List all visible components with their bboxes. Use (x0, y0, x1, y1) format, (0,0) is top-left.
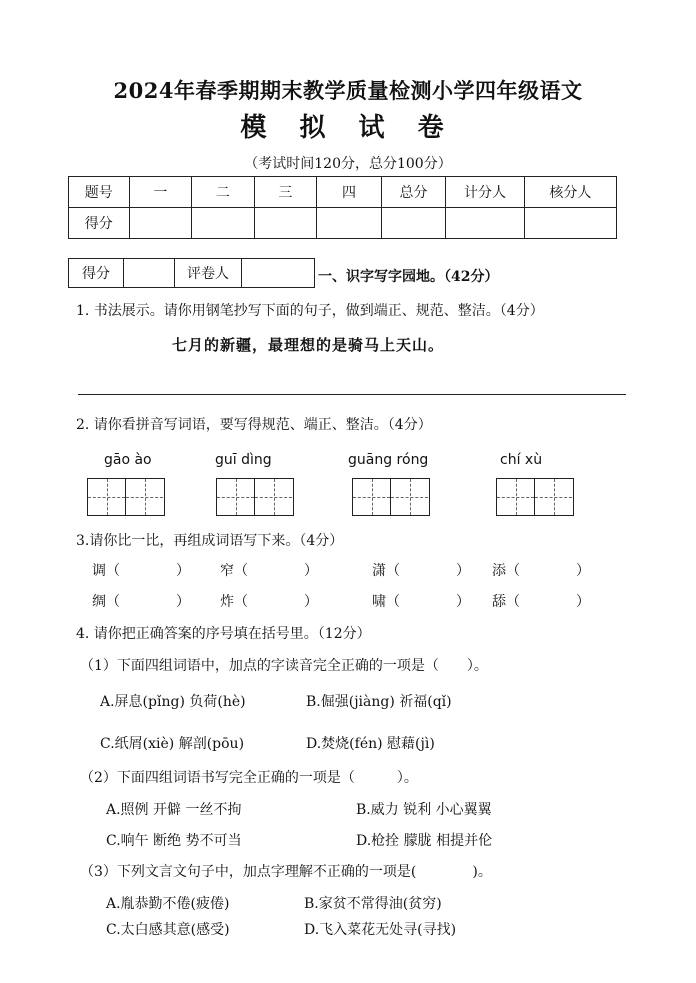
q4-3-option-c[interactable]: C.太白感其意(感受) (106, 922, 230, 938)
score-header-cell: 三 (254, 177, 317, 208)
q4-3-option-b[interactable]: B.家贫不常得油(贫穷) (304, 896, 442, 912)
q2-writing-grid-2[interactable] (216, 478, 294, 516)
q3-item[interactable]: 潇（ ） (372, 563, 470, 579)
score-header-cell: 二 (192, 177, 255, 208)
q4-1-option-b[interactable]: B.倔强(jiàng) 祈福(qǐ) (306, 694, 452, 710)
q4-1-text: （1）下面四组词语中，加点的字读音完全正确的一项是（ ）。 (80, 658, 488, 674)
q1-model-sentence: 七月的新疆，最理想的是骑马上天山。 (172, 336, 445, 354)
q3-item[interactable]: 添（ ） (492, 563, 590, 579)
q4-2-option-a[interactable]: A.照例 开僻 一丝不拘 (106, 802, 242, 818)
question-2-text: 2. 请你看拼音写词语，要写得规范、端正、整洁。（4分） (76, 417, 432, 433)
eval-grader-label: 评卷人 (175, 259, 242, 288)
score-input-cell[interactable] (381, 208, 446, 239)
score-table-score-row (69, 208, 617, 239)
evaluation-table (68, 258, 315, 288)
q3-item[interactable]: 舔（ ） (492, 594, 590, 610)
score-row-label: 得分 (69, 208, 130, 239)
q4-3-option-d[interactable]: D.飞入菜花无处寻(寻找) (304, 922, 457, 938)
eval-score-label: 得分 (69, 259, 124, 288)
q3-item[interactable]: 调（ ） (92, 563, 190, 579)
exam-info: （考试时间120分，总分100分） (244, 156, 452, 172)
score-input-cell[interactable] (129, 208, 192, 239)
score-table (68, 176, 617, 239)
score-header-cell: 一 (129, 177, 192, 208)
q4-2-option-d[interactable]: D.枪拴 朦胧 相提并伦 (356, 833, 493, 849)
question-1-text: 1. 书法展示。请你用钢笔抄写下面的句子，做到端正、规范、整洁。（4分） (76, 303, 544, 319)
score-header-cell: 总分 (381, 177, 446, 208)
score-input-cell[interactable] (317, 208, 382, 239)
q3-item[interactable]: 窄（ ） (220, 563, 318, 579)
score-input-cell[interactable] (524, 208, 616, 239)
q3-item[interactable]: 绸（ ） (92, 594, 190, 610)
q4-2-text: （2）下面四组词语书写完全正确的一项是（ ）。 (80, 770, 418, 786)
q1-writing-line[interactable] (78, 394, 626, 395)
score-header-cell: 核分人 (524, 177, 616, 208)
q2-pinyin-3: guāng róng (348, 452, 429, 468)
score-header-cell: 题号 (69, 177, 130, 208)
question-4-text: 4. 请你把正确答案的序号填在括号里。（12分） (76, 626, 371, 642)
q4-1-option-c[interactable]: C.纸屑(xiè) 解剖(pōu) (100, 736, 245, 752)
eval-score-cell[interactable] (124, 259, 175, 288)
q4-2-option-b[interactable]: B.威力 锐利 小心翼翼 (356, 802, 492, 818)
q4-2-option-c[interactable]: C.响午 断绝 势不可当 (106, 833, 242, 849)
q4-3-option-a[interactable]: A.胤恭勤不倦(疲倦) (106, 896, 230, 912)
score-input-cell[interactable] (192, 208, 255, 239)
exam-title: 2024年春季期期末教学质量检测小学四年级语文 (113, 78, 583, 103)
score-input-cell[interactable] (446, 208, 524, 239)
q4-1-option-d[interactable]: D.焚烧(fén) 慰藉(jì) (306, 736, 435, 752)
score-input-cell[interactable] (254, 208, 317, 239)
q2-pinyin-1: gāo ào (104, 452, 152, 468)
q3-item[interactable]: 啸（ ） (372, 594, 470, 610)
question-3-text: 3.请你比一比，再组成词语写下来。（4分） (76, 533, 344, 549)
q4-3-text: （3）下列文言文句子中，加点字理解不正确的一项是( )。 (80, 864, 492, 880)
q3-item[interactable]: 炸（ ） (220, 594, 318, 610)
eval-grader-cell[interactable] (242, 259, 315, 288)
q2-pinyin-4: chí xù (500, 452, 543, 468)
q2-writing-grid-3[interactable] (352, 478, 430, 516)
score-header-cell: 四 (317, 177, 382, 208)
q4-1-option-a[interactable]: A.屏息(pǐng) 负荷(hè) (100, 694, 246, 710)
score-header-cell: 计分人 (446, 177, 524, 208)
section-1-title: 一、识字写字园地。（42分） (318, 269, 499, 285)
exam-subtitle: 模 拟 试 卷 (240, 113, 456, 143)
score-table-header-row (69, 177, 617, 208)
q2-writing-grid-1[interactable] (87, 478, 165, 516)
q2-writing-grid-4[interactable] (496, 478, 574, 516)
q2-pinyin-2: guī dìng (215, 452, 272, 468)
